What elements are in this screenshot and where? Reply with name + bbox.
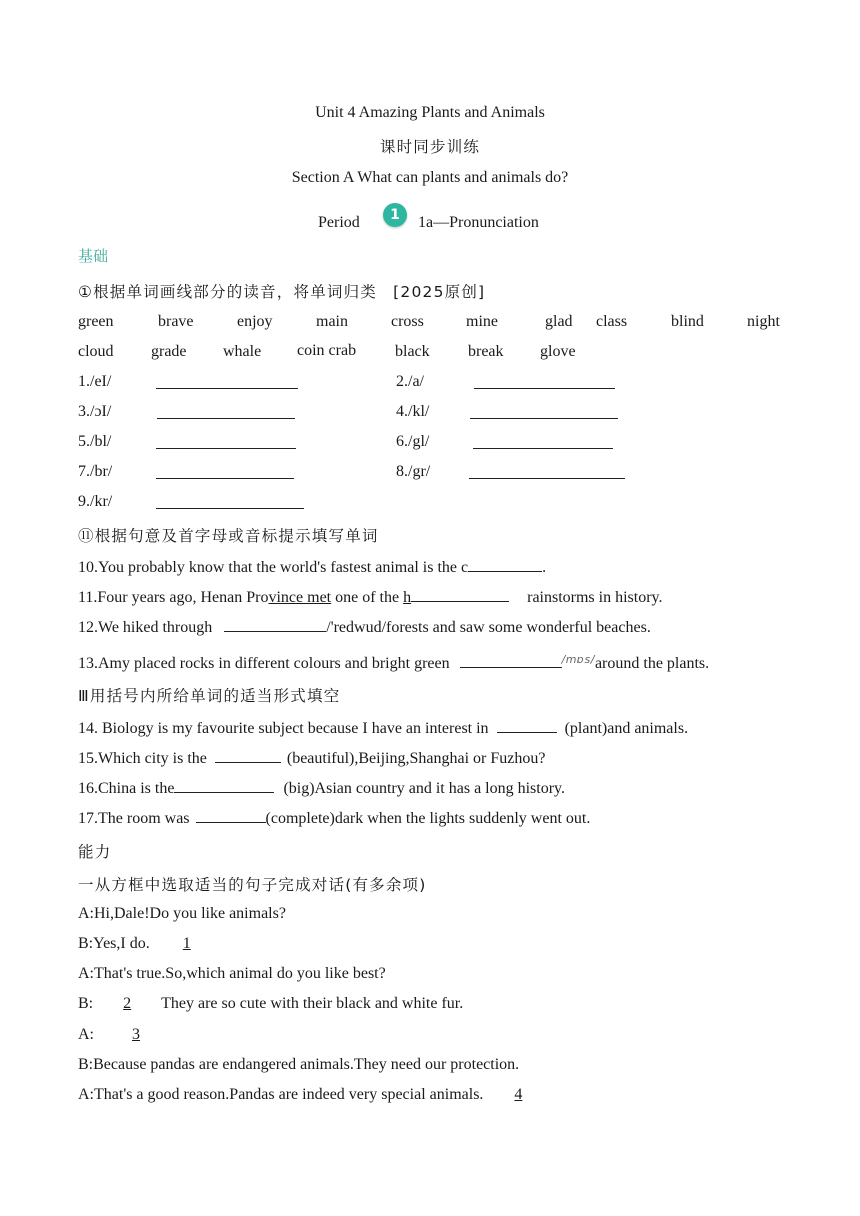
unit-title: Unit 4 Amazing Plants and Animals (315, 104, 545, 121)
sentence-text: 10.You probably know that the world's fastest animal is the c (78, 559, 469, 576)
item-label: 4./kl/ (396, 403, 430, 420)
word: grade (151, 343, 187, 360)
sentence-text: one of the (331, 589, 404, 606)
sentence-text: 11.Four years ago, Henan Pro (78, 589, 269, 606)
answer-blank[interactable] (156, 464, 294, 479)
word: night (747, 313, 780, 330)
dialogue-blank-1[interactable]: 1 (182, 935, 191, 952)
word: brave (158, 313, 194, 330)
word: glove (540, 343, 576, 360)
dialogue-line-7 (78, 1086, 545, 1104)
first-letter-hint: h (403, 589, 412, 606)
sentence-text: around the plants. (594, 655, 710, 672)
period-label: Period (318, 214, 360, 231)
sentence-text: . (542, 559, 547, 576)
answer-blank[interactable] (474, 374, 615, 389)
answer-blank[interactable] (473, 434, 613, 449)
phonetic-hint: /mɒs/ (561, 653, 595, 666)
word: whale (223, 343, 262, 360)
word: cross (391, 313, 424, 330)
sentence-text: (plant)and animals. (564, 720, 689, 737)
dialogue-blank-4[interactable]: 4 (514, 1086, 523, 1103)
answer-blank[interactable] (156, 494, 304, 509)
sentence-15 (78, 748, 545, 768)
answer-blank[interactable] (156, 434, 296, 449)
dialogue-text: B: (78, 995, 94, 1012)
dialogue-text: They are so cute with their black and white fur. (161, 995, 464, 1012)
sentence-14 (78, 718, 688, 738)
item-label: 6./gl/ (396, 433, 430, 450)
item-label: 7./br/ (78, 463, 113, 480)
answer-blank[interactable] (196, 808, 266, 823)
q3-heading: Ⅲ用括号内所给单词的适当形式填空 (78, 687, 341, 705)
sentence-text: 16.China is the (78, 780, 175, 797)
dialogue-line-1: A:Hi,Dale!Do you like animals? (78, 905, 286, 922)
q1-heading (78, 280, 485, 302)
answer-blank[interactable] (411, 587, 509, 602)
item-label: 8./gr/ (396, 463, 431, 480)
item-label: 9./kr/ (78, 493, 113, 510)
dialogue-line-4 (78, 995, 463, 1013)
sentence-text: vince met (268, 589, 332, 606)
sentence-text: (big)Asian country and it has a long history. (283, 780, 566, 797)
sentence-text: (complete)dark when the lights suddenly went out. (265, 810, 591, 827)
answer-blank[interactable] (469, 464, 625, 479)
item-label: 2./a/ (396, 373, 424, 390)
word: break (468, 343, 504, 360)
sentence-text: 17.The room was (78, 810, 190, 827)
word: green (78, 313, 114, 330)
dialogue-line-2 (78, 935, 216, 953)
q1-tag: [2025原创] (393, 283, 486, 301)
sentence-text: rainstorms in history. (527, 589, 663, 606)
answer-blank[interactable] (157, 404, 295, 419)
sentence-text: 14. Biology is my favourite subject because I have an interest in (78, 720, 489, 737)
section-ability-label: 能力 (78, 843, 112, 861)
sentence-12 (78, 617, 651, 637)
answer-blank[interactable] (215, 748, 281, 763)
item-label: 1./eI/ (78, 373, 112, 390)
word: coin crab (297, 342, 357, 359)
sentence-13 (78, 653, 709, 673)
dialogue-line-3: A:That's true.So,which animal do you like best? (78, 965, 386, 982)
answer-blank[interactable] (497, 718, 557, 733)
period-topic: 1a—Pronunciation (418, 214, 539, 231)
dialogue-text: B:Yes,I do. (78, 935, 150, 952)
section-title: Section A What can plants and animals do? (291, 169, 569, 186)
item-label: 3./ɔI/ (78, 403, 112, 420)
dialogue-line-5 (78, 1026, 164, 1044)
subtitle: 课时同步训练 (379, 138, 481, 156)
dialogue-line-6: B:Because pandas are endangered animals.They need our protection. (78, 1056, 520, 1073)
word: enjoy (237, 313, 273, 330)
sentence-16 (78, 778, 565, 798)
sentence-text: /'redwud/forests and saw some wonderful beaches. (326, 619, 651, 636)
answer-blank[interactable] (470, 404, 618, 419)
q1-heading-text: ①根据单词画线部分的读音，将单词归类 (78, 283, 377, 301)
word: mine (466, 313, 498, 330)
dialogue-text: A:That's a good reason.Pandas are indeed very special animals. (78, 1086, 484, 1103)
word: black (395, 343, 430, 360)
answer-blank[interactable] (460, 653, 562, 668)
answer-blank[interactable] (174, 778, 274, 793)
q2-heading: ⑪根据句意及首字母或音标提示填写单词 (78, 527, 379, 545)
answer-blank[interactable] (224, 617, 326, 632)
item-label: 5./bl/ (78, 433, 112, 450)
dialogue-text: A: (78, 1026, 94, 1043)
word: blind (671, 313, 704, 330)
word: class (596, 313, 628, 330)
sentence-text: (beautiful),Beijing,Shanghai or Fuzhou? (286, 750, 546, 767)
dialogue-blank-3[interactable]: 3 (132, 1026, 140, 1043)
sentence-text: 15.Which city is the (78, 750, 207, 767)
sentence-10 (78, 557, 546, 577)
dialogue-blank-2[interactable]: 2 (123, 995, 132, 1012)
sentence-11 (78, 587, 663, 607)
word: glad (545, 313, 573, 330)
answer-blank[interactable] (468, 557, 542, 572)
sentence-text: 13.Amy placed rocks in different colours and bright green (78, 655, 450, 672)
word: main (316, 313, 348, 330)
sentence-17 (78, 808, 590, 828)
sentence-text: 12.We hiked through (78, 619, 213, 636)
section-basic-label: 基础 (78, 247, 109, 265)
period-number-badge: 1 (383, 203, 407, 227)
q4-heading: 一从方框中选取适当的句子完成对话(有多余项) (78, 876, 427, 894)
answer-blank[interactable] (156, 374, 298, 389)
word: cloud (78, 343, 114, 360)
